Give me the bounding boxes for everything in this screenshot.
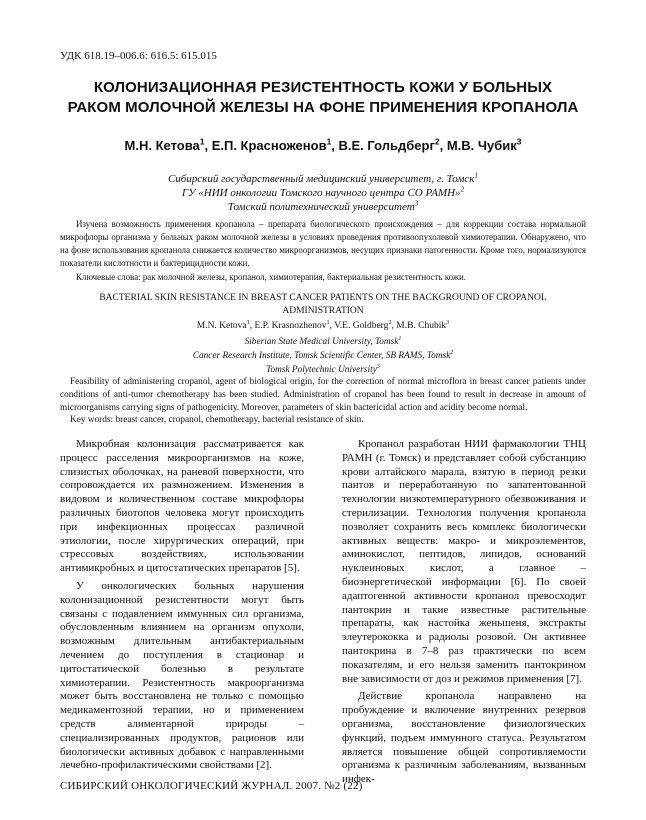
affiliation-sup: 1 bbox=[474, 171, 479, 180]
journal-footer: СИБИРСКИЙ ОНКОЛОГИЧЕСКИЙ ЖУРНАЛ. 2007. №2 (22) bbox=[60, 780, 363, 792]
body-paragraph: Действие кропанола направлено на пробуждение и включение внутренних резервов организма, восстановление физиологических функций, подъем иммунного статуса. Результатом является повышение общей сопротивляемости организма к различным заболеваниям, вызванным инфек- bbox=[342, 690, 586, 786]
author-sup: 1 bbox=[326, 136, 332, 147]
author: М.В. Чубик bbox=[446, 138, 517, 153]
affiliations-en bbox=[60, 335, 586, 377]
body-paragraph: У онкологических больных нарушения колонизационной резистентности могут быть связаны с подавлением иммунных сил организма, обусловленным влиянием на организм опухоли, возможным длительным антибактериальным лечением до поступления в стационар и цитостатической болезнью в результате химиотерапии. Резистентность макроорганизма может быть восстановлена не только с помощью медикаментозной терапии, но и применением средств алиментарной природы – специализированных продуктов, рационов или биологически активных добавок с направленными лечебно-профилактическими свойствами [2]. bbox=[60, 579, 304, 772]
author-sup: 3 bbox=[516, 136, 522, 147]
affiliation: Томский политехнический университет bbox=[227, 201, 415, 213]
keywords-en: Key words: breast cancer, cropanol, chemotherapy, bacterial resistance of skin. bbox=[70, 415, 364, 425]
abstract-ru: Изучена возможность применения кропанола – препарата биологического происхождения – для коррекции состава нормальной микрофлоры организма у больных раком молочной железы в условиях проведения противоопухолевой химиотерапии. Обнаружено, что на фоне использования кропанола снижается количество микроорганизмов, несущих признаки патогенности. Кроме того, нормализуются показатели кислотности и бактерицидности кожи. bbox=[60, 219, 586, 268]
author-sup: 1 bbox=[199, 136, 205, 147]
affiliation-en-sup: 3 bbox=[376, 363, 380, 370]
keywords-ru: Ключевые слова: рак молочной железы, кропанол, химиотерапия, бактериальная резистентность кожи. bbox=[76, 272, 467, 282]
affiliation-sup: 2 bbox=[460, 185, 465, 194]
author: М.Н. Кетова bbox=[124, 138, 200, 153]
affiliation: Сибирский государственный медицинский университет, г. Томск bbox=[167, 173, 475, 185]
body-paragraph: Микробная колонизация рассматривается как процесс расселения микроорганизмов на коже, слизистых оболочках, на раневой поверхности, что сопровождается их размножением. Изменения в видовом и количественном составе микрофлоры различных биотопов человека могут происходить при инфекционных процессах различной этиологии, после хирургических операций, при стрессовых воздействиях, использовании антимикробных и цитостатических препаратов [5]. bbox=[60, 438, 304, 575]
author-en: E.P. Krasnozhenov bbox=[254, 321, 327, 331]
author: В.Е. Гольдберг bbox=[338, 138, 435, 153]
affiliation: ГУ «НИИ онкологии Томского научного центра СО РАМН» bbox=[181, 187, 461, 199]
english-title: BACTERIAL SKIN RESISTANCE IN BREAST CANCER PATIENTS ON THE BACKGROUND OF CROPANOL ADMINISTRATION bbox=[99, 293, 547, 316]
affiliation-en: Tomsk Polytechnic University bbox=[266, 365, 377, 375]
affiliation-en-sup: 1 bbox=[398, 335, 402, 342]
author-en: V.E. Goldberg bbox=[334, 321, 389, 331]
affiliations-ru bbox=[60, 172, 586, 214]
body-column-left bbox=[60, 438, 304, 777]
abstract-en: Feasibility of administering cropanol, agent of biological origin, for the correction of normal microflora in breast cancer patients under conditions of anti-tumor chemotherapy has been studied. Administration of cropanol has been found to result in decrease in amount of microorganisms carrying signs of pathogenicity. Moreover, parameters of skin bactericidal action and acidity become normal. bbox=[60, 377, 586, 413]
author-en-sup: 2 bbox=[388, 319, 392, 326]
author-en: M.B. Chubik bbox=[396, 321, 447, 331]
author-en: M.N. Ketova bbox=[196, 321, 247, 331]
affiliation-sup: 3 bbox=[414, 199, 419, 208]
author: Е.П. Красноженов bbox=[211, 138, 327, 153]
title-line-1: КОЛОНИЗАЦИОННАЯ РЕЗИСТЕНТНОСТЬ КОЖИ У БОЛЬНЫХ bbox=[93, 79, 553, 96]
author-sup: 2 bbox=[434, 136, 440, 147]
udk-code: УДК 618.19–006.6: 616.5: 615.015 bbox=[60, 50, 217, 62]
authors-line: М.Н. Кетова$^1$, Е.П. Красноженов$^1$, В.Е. Гольдберг$^2$, М.В. Чубик$^3$ bbox=[124, 136, 522, 153]
body-column-right bbox=[342, 438, 586, 791]
article-title bbox=[60, 78, 586, 118]
body-paragraph: Кропанол разработан НИИ фармакологии ТНЦ РАМН (г. Томск) и представляет собой субстанцию крови алтайского марала, взятую в период резки пантов и переработанную по запатентованной технологии низкотемпературного обезвоживания и стерилизации. Технология получения кропанола позволяет сохранить весь комплекс биологически активных веществ: макро- и микроэлементов, аминокислот, пептидов, липидов, оснований нуклеиновых кислот, а главное – биоэнергетической информации [6]. По своей адаптогенной активности кропанол превосходит пантокрин и такие известные растительные препараты, как настойка женьшеня, экстракты элеутерококка и радиолы розовой. Он активнее пантокрина в 7–8 раз практически по всем показателям, и его нельзя заменить пантокрином вне зависимости от доз и режимов применения [7]. bbox=[342, 438, 586, 685]
author-en-sup: 3 bbox=[446, 319, 450, 326]
affiliation-en: Siberian State Medical University, Tomsk bbox=[244, 337, 399, 347]
author-en-sup: 1 bbox=[326, 319, 330, 326]
affiliation-en-sup: 2 bbox=[450, 349, 454, 356]
author-en-sup: 1 bbox=[246, 319, 250, 326]
affiliation-en: Cancer Research Institute, Tomsk Scientific Center, SB RAMS, Tomsk bbox=[192, 351, 451, 361]
title-line-2: РАКОМ МОЛОЧНОЙ ЖЕЛЕЗЫ НА ФОНЕ ПРИМЕНЕНИЯ КРОПАНОЛА bbox=[67, 99, 579, 116]
authors-en: M.N. Ketova$^1$, E.P. Krasnozhenov$^1$, V.E. Goldberg$^2$, M.B. Chubik$^3$ bbox=[196, 319, 450, 331]
